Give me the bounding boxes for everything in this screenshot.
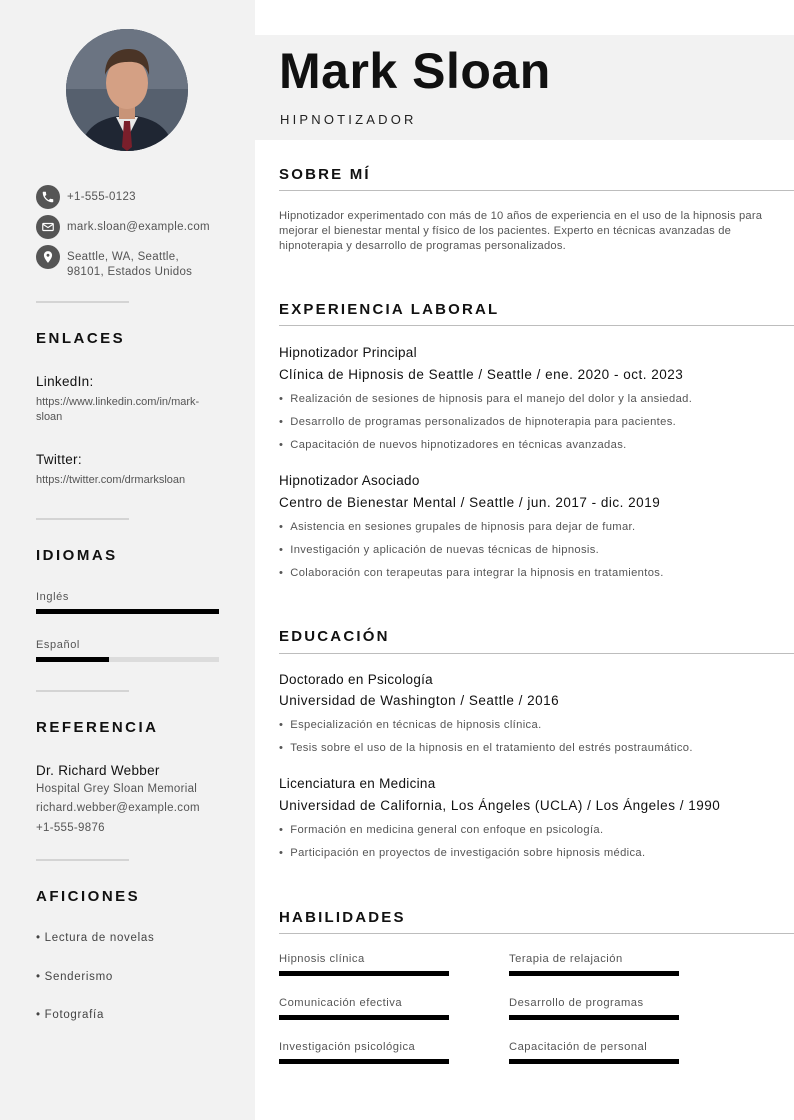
avatar: [66, 29, 188, 151]
skill-level-fill: [279, 1059, 449, 1064]
linkedin-url-line-1[interactable]: https://www.linkedin.com/in/mark-: [36, 396, 200, 408]
language-level-fill: [36, 609, 219, 614]
experience-bullet: • Desarrollo de programas personalizados de hipnoterapia para pacientes.: [279, 416, 676, 428]
skill-level-fill: [509, 1015, 679, 1020]
skill-level-bar: [509, 1015, 679, 1020]
education-bullet: • Formación en medicina general con enfoque en psicología.: [279, 824, 603, 836]
skill-level-fill: [279, 1015, 449, 1020]
skill-name: Capacitación de personal: [509, 1041, 648, 1053]
about-heading: SOBRE MÍ: [279, 166, 371, 183]
sidebar-divider: [36, 301, 129, 303]
education-heading: EDUCACIÓN: [279, 628, 390, 645]
address-line-1: Seattle, WA, Seattle,: [67, 251, 179, 263]
experience-bullet: • Investigación y aplicación de nuevas técnicas de hipnosis.: [279, 544, 599, 556]
experience-title: Hipnotizador Asociado: [279, 473, 420, 488]
education-title: Doctorado en Psicología: [279, 672, 433, 687]
skill-level-fill: [509, 1059, 679, 1064]
hobby-item: • Lectura de novelas: [36, 932, 155, 944]
experience-subtitle: Centro de Bienestar Mental / Seattle / jun. 2017 - dic. 2019: [279, 495, 661, 510]
candidate-name: Mark Sloan: [279, 43, 551, 99]
email-text[interactable]: mark.sloan@example.com: [67, 221, 210, 233]
phone-icon: [36, 185, 60, 209]
twitter-url[interactable]: https://twitter.com/drmarksloan: [36, 474, 186, 486]
contact-address: [36, 245, 192, 280]
job-title: HIPNOTIZADOR: [280, 112, 417, 127]
linkedin-url[interactable]: [36, 395, 226, 425]
experience-bullet: • Capacitación de nuevos hipnotizadores en técnicas avanzadas.: [279, 439, 627, 451]
experience-subtitle: Clínica de Hipnosis de Seattle / Seattle / ene. 2020 - oct. 2023: [279, 367, 684, 382]
skill-level-fill: [509, 971, 679, 976]
reference-phone: +1-555-9876: [36, 822, 105, 834]
hobby-item-text: Lectura de novelas: [44, 932, 155, 944]
hobby-item-text: Fotografía: [44, 1009, 105, 1021]
language-name: Inglés: [36, 591, 69, 603]
experience-title: Hipnotizador Principal: [279, 345, 417, 360]
education-bullet: • Participación en proyectos de investigación sobre hipnosis médica.: [279, 847, 645, 859]
skill-name: Investigación psicológica: [279, 1041, 416, 1053]
experience-bullet: • Realización de sesiones de hipnosis para el manejo del dolor y la ansiedad.: [279, 393, 692, 405]
skill-name: Desarrollo de programas: [509, 997, 644, 1009]
skill-name: Hipnosis clínica: [279, 953, 365, 965]
links-heading: ENLACES: [36, 330, 126, 347]
contact-phone: [36, 185, 136, 209]
skill-level-bar: [509, 1059, 679, 1064]
linkedin-url-line-2[interactable]: sloan: [36, 411, 63, 423]
skill-level-fill: [279, 971, 449, 976]
language-level-bar: [36, 657, 219, 662]
hobby-item: • Senderismo: [36, 971, 113, 983]
address-text: [67, 250, 192, 280]
location-icon: [36, 245, 60, 269]
phone-text: +1-555-0123: [67, 191, 136, 203]
skill-level-bar: [509, 971, 679, 976]
skills-heading: HABILIDADES: [279, 909, 406, 926]
language-level-bar: [36, 609, 219, 614]
sidebar-divider: [36, 859, 129, 861]
skill-level-bar: [279, 1059, 449, 1064]
language-name: Español: [36, 639, 80, 651]
about-text: Hipnotizador experimentado con más de 10 años de experiencia en el uso de la hipnosis para mejorar el bienestar mental y físico de los pacientes. Experto en técnicas avanzadas de hipnoterapia y desarrollo de programas personalizados.: [279, 210, 763, 252]
email-icon: [36, 215, 60, 239]
sidebar-divider: [36, 518, 129, 520]
skill-level-bar: [279, 1015, 449, 1020]
skill-level-bar: [279, 971, 449, 976]
address-line-2: 98101, Estados Unidos: [67, 266, 193, 278]
education-bullet: • Tesis sobre el uso de la hipnosis en el tratamiento del estrés postraumático.: [279, 742, 693, 754]
skill-name: Comunicación efectiva: [279, 997, 403, 1009]
experience-bullet: • Asistencia en sesiones grupales de hipnosis para dejar de fumar.: [279, 521, 635, 533]
education-subtitle: Universidad de Washington / Seattle / 2016: [279, 693, 560, 708]
contact-email: [36, 215, 210, 239]
section-rule: [279, 325, 794, 326]
section-rule: [279, 190, 794, 191]
experience-heading: EXPERIENCIA LABORAL: [279, 301, 500, 318]
twitter-label: Twitter:: [36, 452, 82, 467]
reference-name: Dr. Richard Webber: [36, 763, 160, 778]
reference-email[interactable]: richard.webber@example.com: [36, 802, 200, 814]
skill-name: Terapia de relajación: [509, 953, 623, 965]
education-subtitle: Universidad de California, Los Ángeles (UCLA) / Los Ángeles / 1990: [279, 798, 721, 813]
hobbies-heading: AFICIONES: [36, 888, 141, 905]
experience-bullet: • Colaboración con terapeutas para integrar la hipnosis en tratamientos.: [279, 567, 664, 579]
languages-heading: IDIOMAS: [36, 547, 118, 564]
education-bullet: • Especialización en técnicas de hipnosis clínica.: [279, 719, 542, 731]
reference-org: Hospital Grey Sloan Memorial: [36, 783, 198, 795]
profile-photo: [66, 29, 188, 151]
education-title: Licenciatura en Medicina: [279, 776, 436, 791]
language-level-fill: [36, 657, 109, 662]
hobby-item: • Fotografía: [36, 1009, 105, 1021]
reference-heading: REFERENCIA: [36, 719, 159, 736]
sidebar-divider: [36, 690, 129, 692]
section-rule: [279, 933, 794, 934]
linkedin-label: LinkedIn:: [36, 374, 94, 389]
section-rule: [279, 653, 794, 654]
hobby-item-text: Senderismo: [44, 971, 113, 983]
